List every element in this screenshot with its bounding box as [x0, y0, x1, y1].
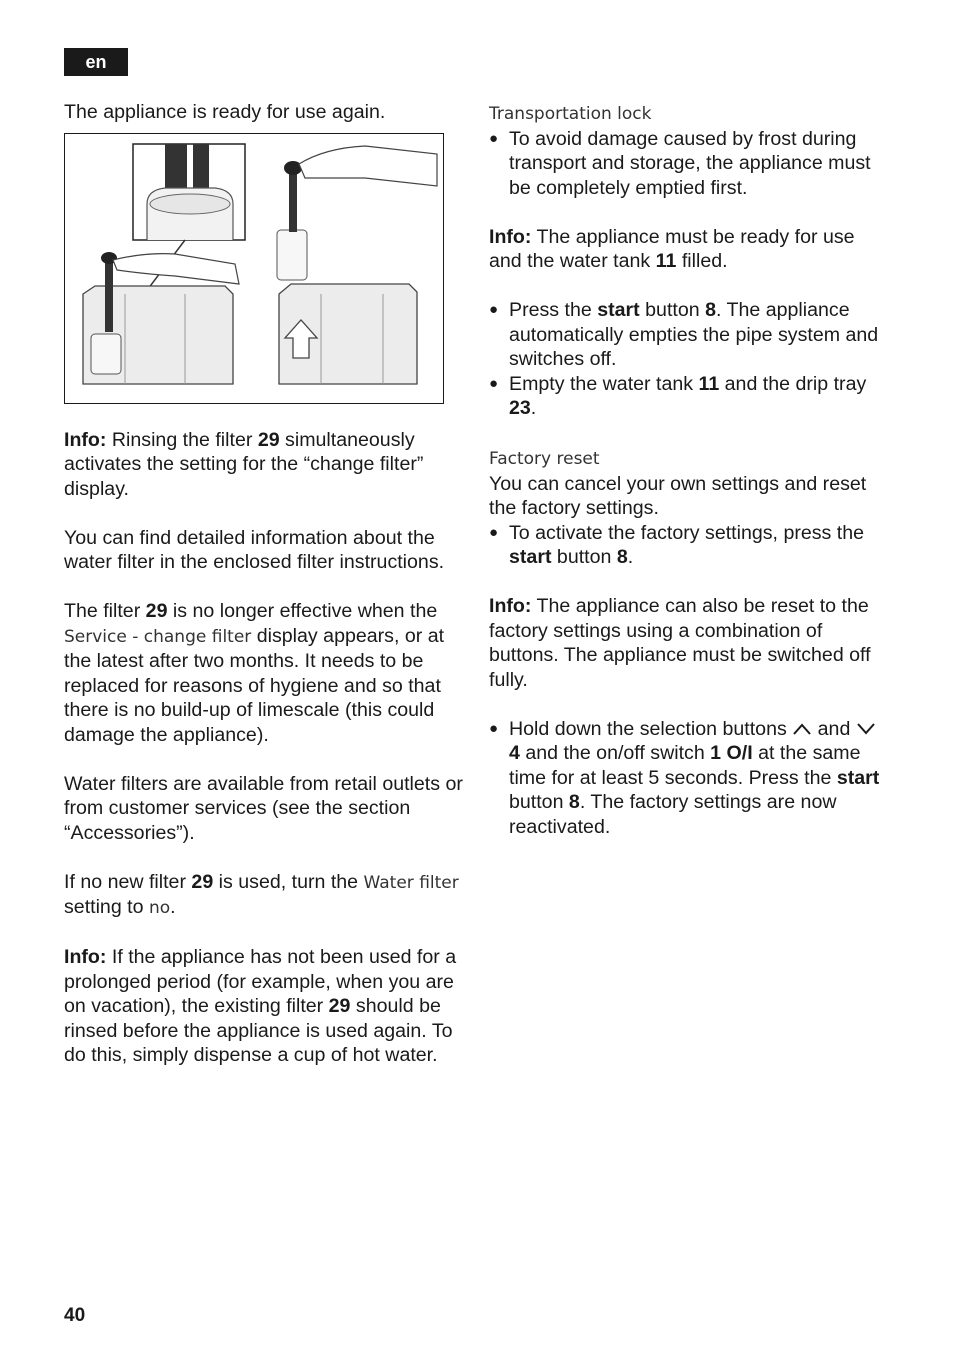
list-item: ● Press the start button 8. The appliance automatically empties the pipe system and switches off.: [489, 298, 889, 372]
chevron-up-icon: [792, 722, 812, 736]
reset-list: [489, 521, 889, 570]
transport-list: [489, 127, 889, 201]
reset-heading: Factory reset: [489, 449, 600, 469]
filter-effective-text: The filter 29 is no longer effective when the Service - change filter display appears, or at the latest after two months. It needs to be replaced for reasons of hygiene and so that there is no build-up of limescale (this could damage the appliance).: [64, 600, 445, 746]
list-item: ● Empty the water tank 11 and the drip tray 23.: [489, 372, 889, 421]
transport-heading: Transportation lock: [489, 104, 652, 124]
info-combination: Info: The appliance can also be reset to the factory settings using a combination of buttons. The appliance must be switched off fully.: [489, 595, 871, 691]
details-text: You can find detailed information about the water filter in the enclosed filter instructions.: [64, 526, 445, 573]
list-item: ● To avoid damage caused by frost during transport and storage, the appliance must be completely emptied first.: [489, 127, 889, 201]
left-column: [64, 100, 464, 1068]
no-filter-text: If no new filter 29 is used, turn the Water filter setting to no.: [64, 870, 459, 918]
info-ready: Info: The appliance must be ready for use and the water tank 11 filled.: [489, 225, 855, 272]
page-number: 40: [64, 1305, 86, 1326]
filter-illustration: [64, 133, 444, 404]
ready-text: The appliance is ready for use again.: [64, 101, 386, 123]
reset-intro: You can cancel your own settings and reset the factory settings.: [489, 472, 867, 519]
availability-text: Water filters are available from retail outlets or from customer services (see the section “Accessories”).: [64, 772, 463, 844]
right-column: [489, 100, 889, 839]
combination-list: [489, 717, 889, 840]
list-item: ● Hold down the selection buttons and 4 and the on/off switch 1 O/I at the same time for at least 5 seconds. Press the start button 8. The factory settings are now reactivated.: [489, 717, 889, 840]
filter-rinse-illustration: [65, 134, 443, 403]
info-rinse: Info: Rinsing the filter 29 simultaneously activates the setting for the “change filter” display.: [64, 428, 424, 500]
chevron-down-icon: [856, 722, 876, 736]
list-item: ● To activate the factory settings, press the start button 8.: [489, 521, 889, 570]
empty-steps-list: [489, 298, 889, 421]
info-prolonged: Info: If the appliance has not been used for a prolonged period (for example, when you are on vacation), the existing filter 29 should be rinsed before the appliance is used again. To do this, simply dispense a cup of hot water.: [64, 946, 457, 1066]
language-tab: en: [64, 48, 128, 76]
